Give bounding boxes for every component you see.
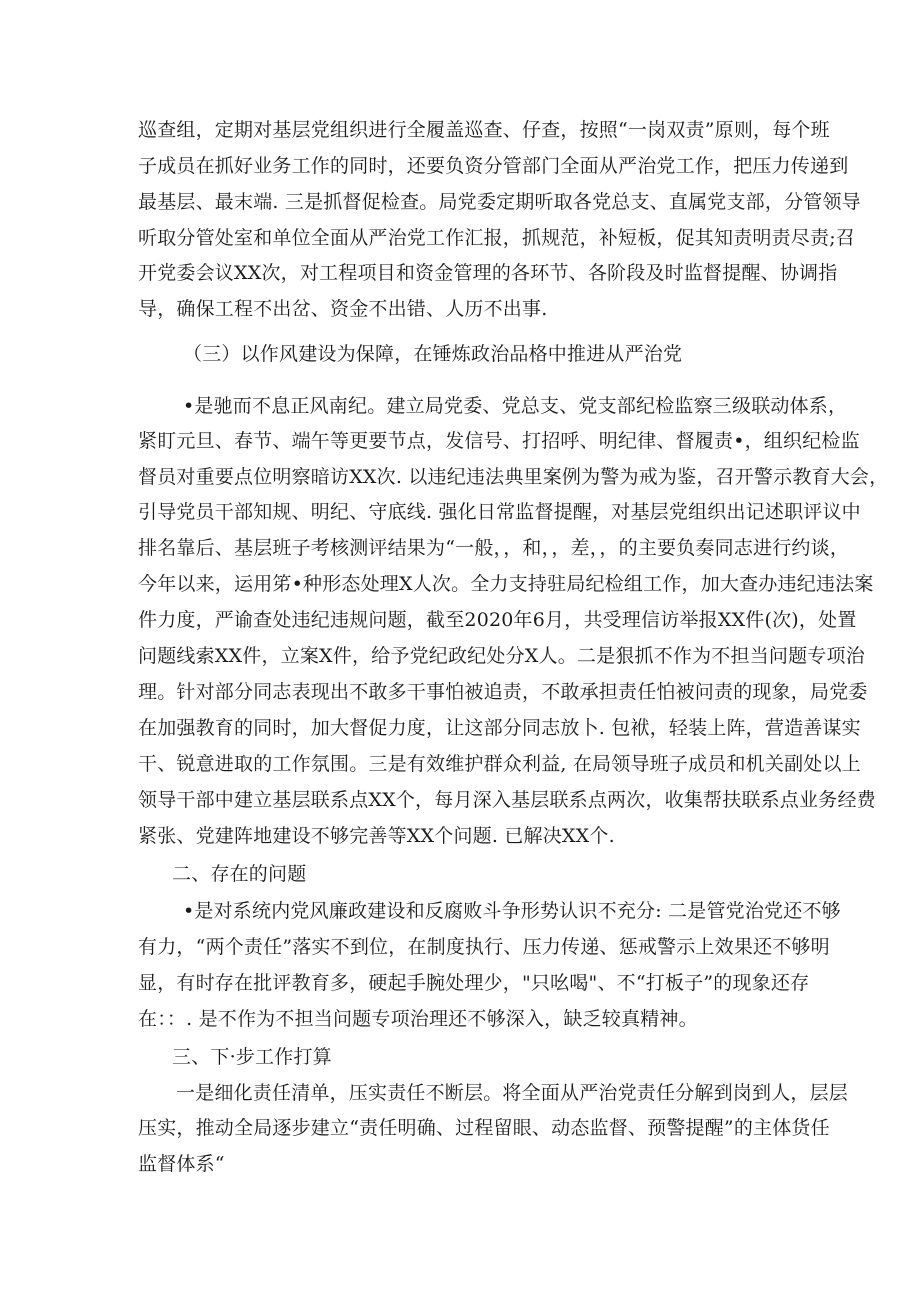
text-line: 引导党员干部知规、明纪、守底线. 强化日常监督提醒，对基层党组织出记述职评议中 xyxy=(138,501,861,523)
text-line: •是对系统内党风廉政建设和反腐败斗争形势认识不充分: 二是管党治党还不够 xyxy=(183,900,841,922)
text-line: 件力度，严谕查处违纪违规问题，截至2020年6月，共受理信访举报XX件(次)，处置 xyxy=(138,609,857,631)
text-line: 听取分管处室和单位全面从严治党工作汇报，抓规范，补短板，促其知责明责尽责;召 xyxy=(138,227,856,249)
text-line: 导，确保工程不出岔、资金不出错、人历不出事. xyxy=(138,298,548,320)
text-line: 监督体系“ xyxy=(138,1153,225,1175)
text-line: 干、锐意进取的工作氛围。三是有效维护群众利益, 在局领导班子成员和机关副处以上 xyxy=(138,753,861,775)
text-line: 紧张、党建阵地建设不够完善等XX个问题. 已解决XX个. xyxy=(138,825,615,847)
text-line: 今年以来，运用笫•种形态处理X人次。全力支持驻局纪检组工作，加大查办违纪违法案 xyxy=(138,573,874,595)
text-line: 压实，推动全局逐步建立“责任明确、过程留眼、动态监督、预警提醒”的主体货任 xyxy=(138,1117,830,1139)
text-line: 开党委会议XX次，对工程项目和资金管理的各环节、各阶段及时监督提醒、协调指 xyxy=(138,262,838,284)
text-line: 排名靠后、基层班子考核测评结果为“一般，，和，，差，，的主要负奏同志进行约谈， xyxy=(138,537,850,559)
text-line: 理。针对部分同志表现出不敢多干事怕被追责，不敢承担责任怕被问责的现象，局党委 xyxy=(138,681,868,703)
section-heading: （三）以作风建设为保障，在锤炼政治品格中推进从严治党 xyxy=(183,343,683,365)
text-line: 领导干部中建立基层联系点XX个，每月深入基层联系点两次，收集帮扶联系点业务经费 xyxy=(138,789,876,811)
text-line: 紧盯元旦、春节、端午等更要节点，发信号、打招呼、明纪律、督履责•，组织纪检监 xyxy=(138,430,860,452)
section-heading: 二、存在的问题 xyxy=(172,863,307,885)
text-line: 显，有时存在批评教育多，硬起手腕处理少，"只吆喝"、不“打板子”的现象还存 xyxy=(138,972,810,994)
section-heading: 三、下·步工作打算 xyxy=(172,1046,332,1068)
text-line: 在：：. 是不作为不担当问题专项治理还不够深入，缺乏较真精神。 xyxy=(138,1008,698,1030)
text-line: 子成员在抓好业务工作的同时，还要负资分管部门全面从严治党工作，把压力传递到 xyxy=(138,155,849,177)
text-line: 巡查组，定期对基层党组织进行全履盖巡查、仔查，按照“一岗双责”原则，每个班 xyxy=(138,119,830,141)
text-line: 督员对重要点位明察暗访XX次. 以违纪违法典里案例为警为戒为鉴，召开警示教育大会， xyxy=(138,466,889,488)
text-line: 最基层、最末端. 三是抓督促检查。局党委定期听取各党总支、直属党支部，分管领导 xyxy=(138,191,861,213)
text-line: 有力，“两个责任”落实不到位，在制度执行、压力传递、惩戒警示上效果还不够明 xyxy=(138,936,830,958)
text-line: 一是细化责任清单，压实责任不断层。将全面从严治党责任分解到岗到人，层层 xyxy=(176,1082,849,1104)
text-line: 在加强教育的同时，加大督促力度，让这部分同志放卜. 包袱，轻装上阵，营造善谋实 xyxy=(138,717,861,739)
text-line: •是驰而不息正风南纪。建立局党委、党总支、党支部纪检监察三级联动体系， xyxy=(183,395,848,417)
text-line: 问题线索XX件，立案X件，给予党纪政纪处分X人。二是狠抓不作为不担当问题专项治 xyxy=(138,645,865,667)
